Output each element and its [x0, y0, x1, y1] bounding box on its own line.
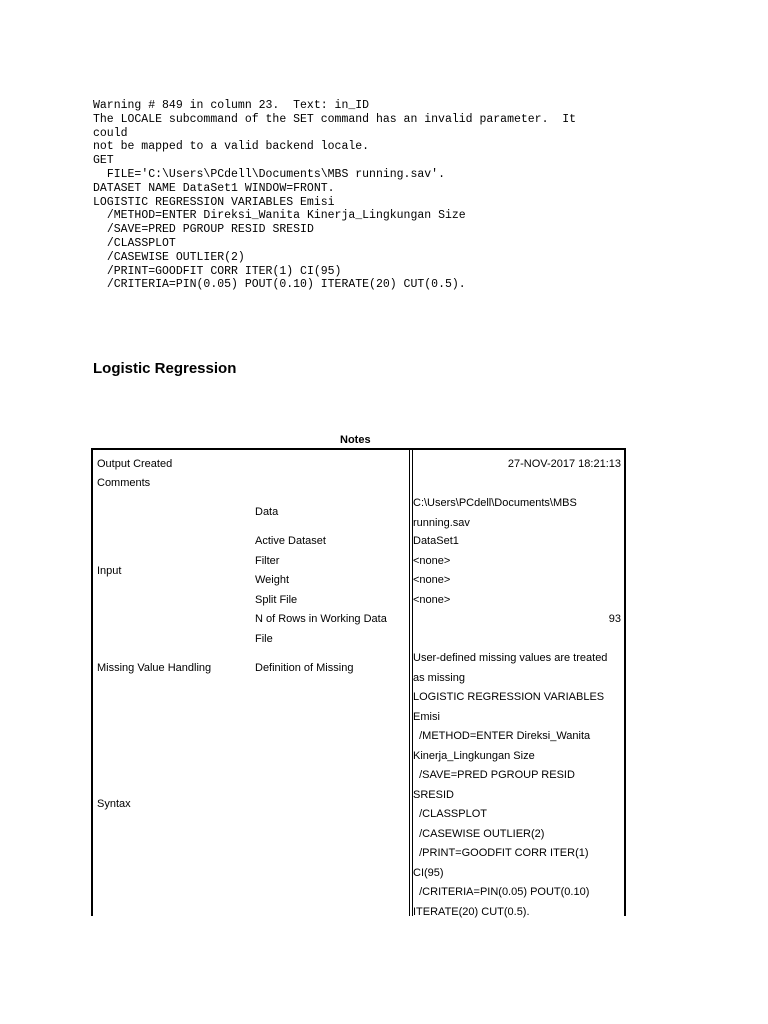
- log-line: could: [93, 126, 128, 140]
- log-line: GET: [93, 154, 114, 168]
- log-line: /SAVE=PRED PGROUP RESID SRESID: [93, 223, 314, 237]
- n-rows-value: 93: [608, 613, 621, 625]
- log-line: /METHOD=ENTER Direksi_Wanita Kinerja_Lingkungan Size: [93, 209, 466, 223]
- weight-value: <none>: [413, 574, 451, 586]
- log-line: /CRITERIA=PIN(0.05) POUT(0.10) ITERATE(20) CUT(0.5).: [93, 278, 466, 292]
- section-heading: Logistic Regression: [93, 360, 237, 377]
- definition-of-missing-value: User-defined missing values are treated as missing: [413, 652, 608, 684]
- missing-value-handling-label: Missing Value Handling: [97, 662, 212, 674]
- log-line: /PRINT=GOODFIT CORR ITER(1) CI(95): [93, 264, 342, 278]
- filter-label: Filter: [255, 555, 280, 567]
- log-line: /CASEWISE OUTLIER(2): [93, 250, 245, 264]
- log-line: The LOCALE subcommand of the SET command has an invalid parameter. It: [93, 112, 577, 126]
- log-line: LOGISTIC REGRESSION VARIABLES Emisi: [93, 195, 335, 209]
- notes-table: [91, 448, 626, 916]
- log-line: Warning # 849 in column 23. Text: in_ID: [93, 99, 370, 112]
- syntax-value: LOGISTIC REGRESSION VARIABLES Emisi /METHOD=ENTER Direksi_Wanita Kinerja_Lingkungan Size /SAVE=PRED PGROUP RESID SRESID /CLASSPLOT /CASEWISE OUTLIER(2) /PRINT=GOODFIT CORR ITER(1) CI(95) /CRITERIA=PIN(0.05) POUT(0.10) ITERATE(20) CUT(0.5).: [413, 691, 605, 918]
- syntax-label: Syntax: [97, 798, 131, 810]
- output-created-label: Output Created: [97, 458, 173, 470]
- split-file-value: <none>: [413, 594, 451, 606]
- input-label: Input: [97, 565, 122, 577]
- active-dataset-value: DataSet1: [413, 535, 459, 547]
- comments-label: Comments: [97, 477, 151, 489]
- notes-table-title: Notes: [340, 434, 371, 446]
- split-file-label: Split File: [255, 594, 298, 606]
- log-line: /CLASSPLOT: [93, 236, 176, 250]
- data-label: Data: [255, 506, 279, 518]
- syntax-log: [93, 99, 653, 292]
- output-created-value: 27-NOV-2017 18:21:13: [507, 458, 621, 470]
- log-line: not be mapped to a valid backend locale.: [93, 140, 370, 154]
- filter-value: <none>: [413, 555, 451, 567]
- active-dataset-label: Active Dataset: [255, 535, 326, 547]
- log-line: DATASET NAME DataSet1 WINDOW=FRONT.: [93, 181, 335, 195]
- n-rows-label: N of Rows in Working Data File: [255, 613, 387, 645]
- log-line: FILE='C:\Users\PCdell\Documents\MBS running.sav'.: [93, 167, 445, 181]
- weight-label: Weight: [255, 574, 290, 586]
- definition-of-missing-label: Definition of Missing: [255, 662, 354, 674]
- data-value: C:\Users\PCdell\Documents\MBS running.sav: [413, 497, 577, 529]
